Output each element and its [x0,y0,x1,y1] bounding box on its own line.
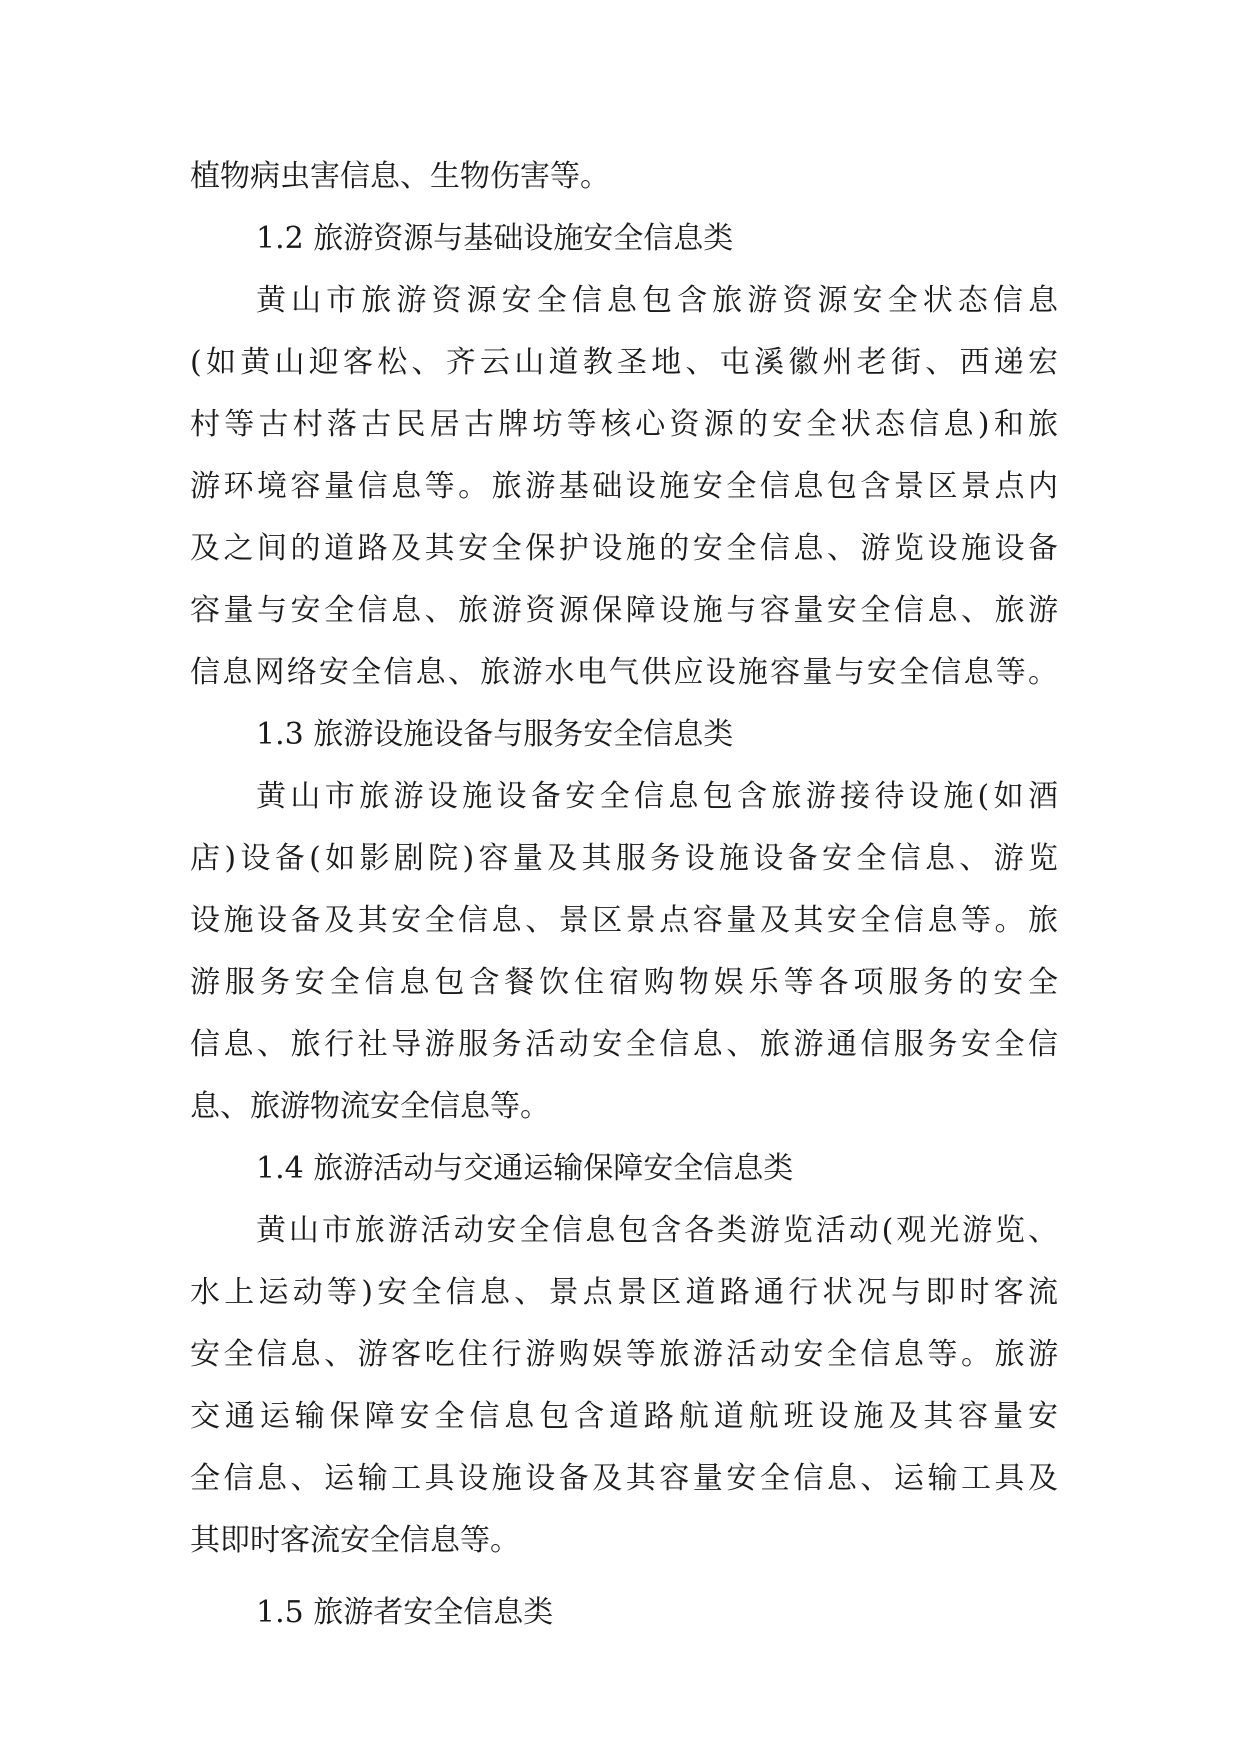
paragraph-line: 游环境容量信息等。旅游基础设施安全信息包含景区景点内 [190,469,1058,504]
section-heading: 1.3 旅游设施设备与服务安全信息类 [256,717,734,752]
paragraph-line: 游服务安全信息包含餐饮住宿购物娱乐等各项服务的安全 [190,965,1058,1000]
paragraph-line: 黄山市旅游活动安全信息包含各类游览活动(观光游览、 [256,1213,1058,1248]
paragraph-line: 及之间的道路及其安全保护设施的安全信息、游览设施设备 [190,531,1058,566]
section-heading: 1.2 旅游资源与基础设施安全信息类 [256,221,734,256]
paragraph-line: 村等古村落古民居古牌坊等核心资源的安全状态信息)和旅 [190,407,1058,442]
paragraph-line: 息、旅游物流安全信息等。 [190,1089,550,1124]
paragraph-line: 安全信息、游客吃住行游购娱等旅游活动安全信息等。旅游 [190,1337,1058,1372]
paragraph-line: 店)设备(如影剧院)容量及其服务设施设备安全信息、游览 [190,841,1058,876]
paragraph-line: 设施设备及其安全信息、景区景点容量及其安全信息等。旅 [190,903,1058,938]
paragraph-line: 水上运动等)安全信息、景点景区道路通行状况与即时客流 [190,1275,1058,1310]
document-body [190,146,1058,1644]
paragraph-line: 信息、旅行社导游服务活动安全信息、旅游通信服务安全信 [190,1027,1058,1062]
section-heading: 1.4 旅游活动与交通运输保障安全信息类 [256,1151,794,1186]
paragraph-line: 容量与安全信息、旅游资源保障设施与容量安全信息、旅游 [190,593,1058,628]
paragraph-line: (如黄山迎客松、齐云山道教圣地、屯溪徽州老街、西递宏 [190,345,1058,380]
paragraph-line: 全信息、运输工具设施设备及其容量安全信息、运输工具及 [190,1461,1058,1496]
paragraph-line: 植物病虫害信息、生物伤害等。 [190,159,610,194]
paragraph-line: 交通运输保障安全信息包含道路航道航班设施及其容量安 [190,1399,1058,1434]
paragraph-line: 黄山市旅游资源安全信息包含旅游资源安全状态信息 [256,283,1058,318]
section-heading: 1.5 旅游者安全信息类 [256,1595,554,1630]
paragraph-line: 黄山市旅游设施设备安全信息包含旅游接待设施(如酒 [256,779,1058,814]
paragraph-line: 信息网络安全信息、旅游水电气供应设施容量与安全信息等。 [190,655,1058,690]
paragraph-line: 其即时客流安全信息等。 [190,1523,520,1558]
